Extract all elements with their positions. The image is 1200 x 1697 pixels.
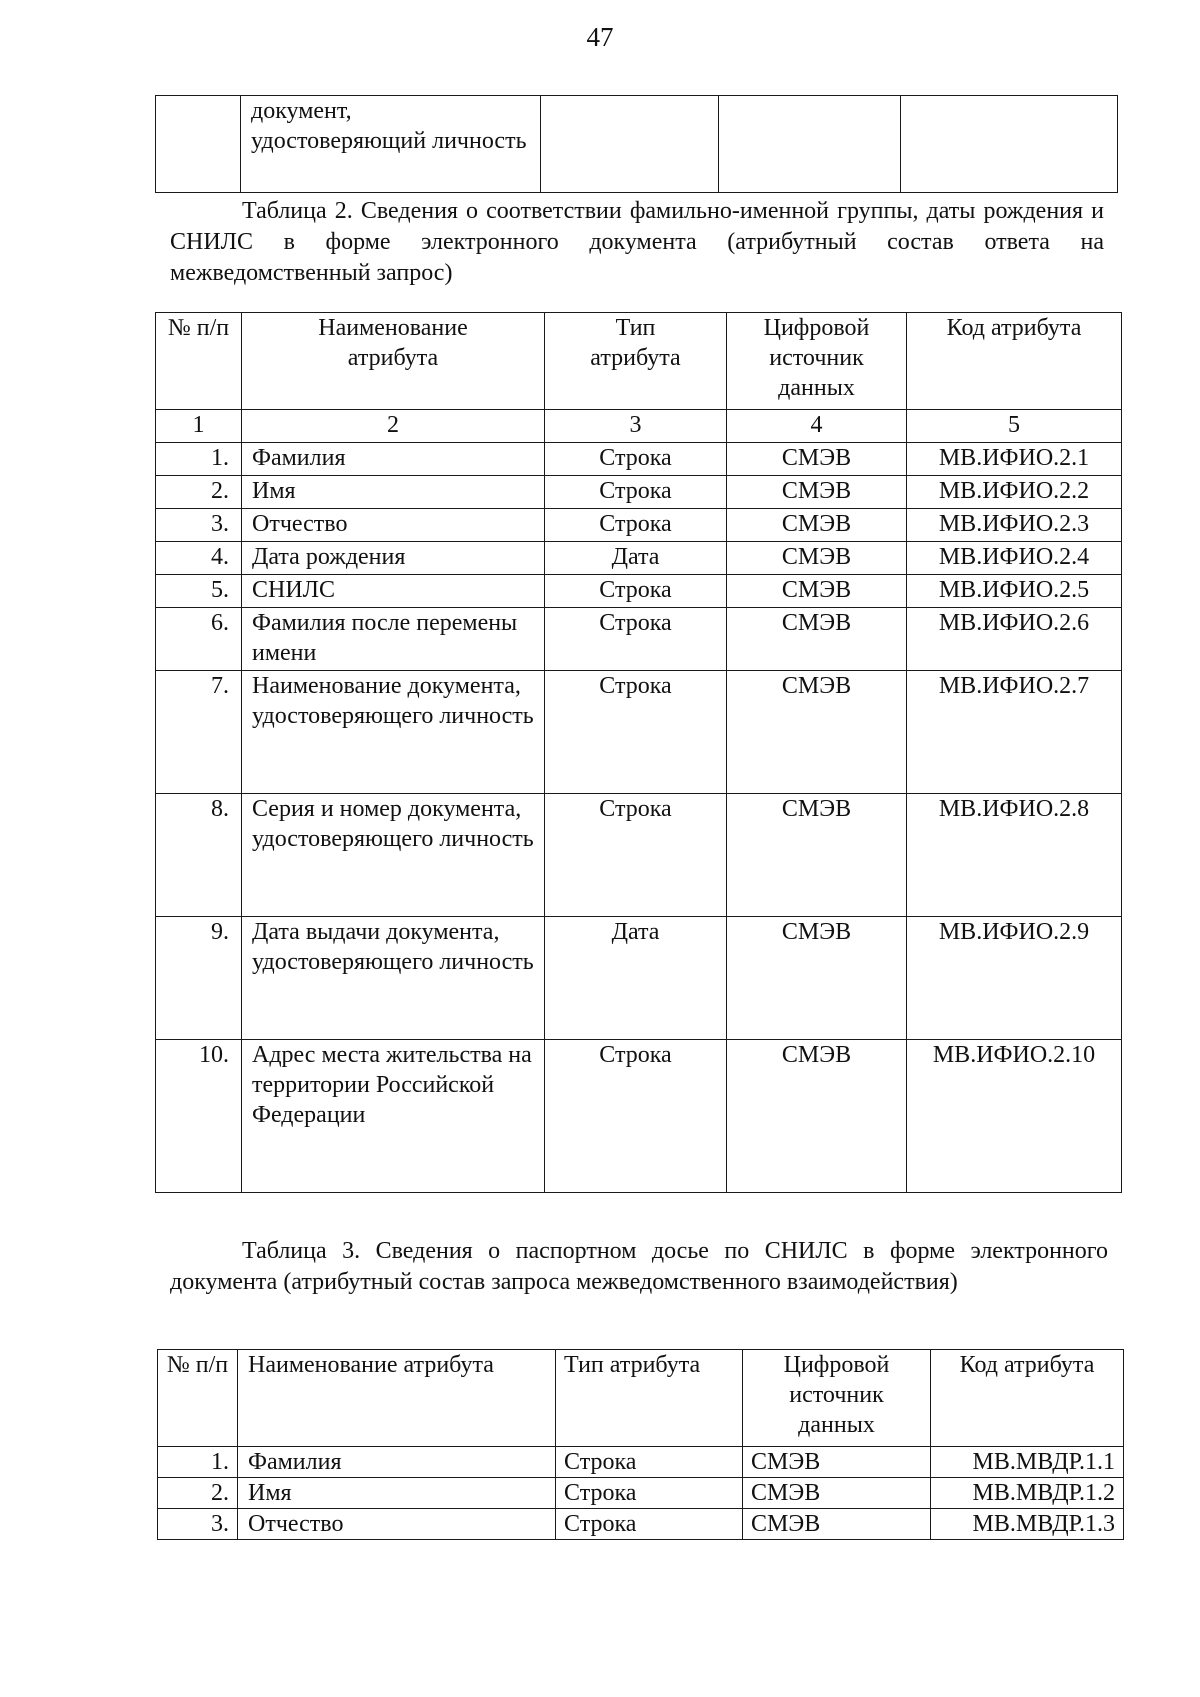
table-row xyxy=(156,476,1122,509)
data-source: СМЭВ xyxy=(727,608,907,671)
attribute-code: МВ.МВДР.1.3 xyxy=(931,1509,1124,1540)
header-cell: № п/п xyxy=(156,313,242,410)
page-number: 47 xyxy=(586,22,614,52)
continuation-cell xyxy=(901,96,1118,193)
header-cell: Тип атрибута xyxy=(556,1350,743,1447)
attribute-name: Дата рождения xyxy=(242,542,545,575)
attribute-type: Строка xyxy=(545,608,727,671)
data-source: СМЭВ xyxy=(727,1040,907,1193)
data-source: СМЭВ xyxy=(727,575,907,608)
attribute-type: Строка xyxy=(545,1040,727,1193)
continuation-cell xyxy=(541,96,719,193)
table-row xyxy=(156,794,1122,917)
table-row xyxy=(156,575,1122,608)
table-row xyxy=(156,917,1122,1040)
header-cell: Код атрибута xyxy=(907,313,1122,410)
header-cell: Наименование атрибута xyxy=(242,313,545,410)
column-number: 4 xyxy=(727,410,907,443)
header-cell: Тип атрибута xyxy=(545,313,727,410)
column-number: 2 xyxy=(242,410,545,443)
data-source: СМЭВ xyxy=(743,1478,931,1509)
attribute-name: Отчество xyxy=(238,1509,556,1540)
row-number: 2. xyxy=(158,1478,238,1509)
attribute-code: МВ.ИФИО.2.8 xyxy=(907,794,1122,917)
row-number: 10. xyxy=(156,1040,242,1193)
row-number: 7. xyxy=(156,671,242,794)
attribute-code: МВ.ИФИО.2.4 xyxy=(907,542,1122,575)
attribute-code: МВ.ИФИО.2.3 xyxy=(907,509,1122,542)
header-cell: № п/п xyxy=(158,1350,238,1447)
continuation-cell xyxy=(719,96,901,193)
attribute-type: Строка xyxy=(545,509,727,542)
continuation-cell xyxy=(156,96,241,193)
row-number: 5. xyxy=(156,575,242,608)
attribute-code: МВ.ИФИО.2.1 xyxy=(907,443,1122,476)
table3 xyxy=(157,1349,1124,1540)
attribute-type: Дата xyxy=(545,542,727,575)
row-number: 2. xyxy=(156,476,242,509)
attribute-type: Строка xyxy=(545,575,727,608)
attribute-name: Фамилия после перемены имени xyxy=(242,608,545,671)
attribute-code: МВ.ИФИО.2.7 xyxy=(907,671,1122,794)
attribute-name: Отчество xyxy=(242,509,545,542)
attribute-code: МВ.ИФИО.2.5 xyxy=(907,575,1122,608)
attribute-code: МВ.МВДР.1.1 xyxy=(931,1447,1124,1478)
data-source: СМЭВ xyxy=(727,671,907,794)
table-row xyxy=(156,509,1122,542)
table-row xyxy=(156,608,1122,671)
row-number: 1. xyxy=(156,443,242,476)
data-source: СМЭВ xyxy=(727,509,907,542)
table2 xyxy=(155,312,1122,1193)
attribute-type: Строка xyxy=(556,1447,743,1478)
attribute-code: МВ.ИФИО.2.2 xyxy=(907,476,1122,509)
table2-caption: Таблица 2. Сведения о соответствии фамильно-именной группы, даты рождения и СНИЛС в форме электронного документа (атрибутный состав ответа на межведомственный запрос) xyxy=(170,198,1104,286)
column-number: 1 xyxy=(156,410,242,443)
attribute-code: МВ.МВДР.1.2 xyxy=(931,1478,1124,1509)
table-row xyxy=(156,443,1122,476)
row-number: 1. xyxy=(158,1447,238,1478)
data-source: СМЭВ xyxy=(727,794,907,917)
row-number: 3. xyxy=(158,1509,238,1540)
attribute-type: Дата xyxy=(545,917,727,1040)
attribute-name: Имя xyxy=(238,1478,556,1509)
data-source: СМЭВ xyxy=(727,443,907,476)
table3-caption: Таблица 3. Сведения о паспортном досье по СНИЛС в форме электронного документа (атрибутный состав запроса межведомственного взаимодействия) xyxy=(170,1238,1108,1295)
attribute-name: Адрес места жительства на территории Российской Федерации xyxy=(242,1040,545,1193)
row-number: 8. xyxy=(156,794,242,917)
attribute-name: Фамилия xyxy=(242,443,545,476)
header-cell: Цифровой источник данных xyxy=(727,313,907,410)
row-number: 6. xyxy=(156,608,242,671)
attribute-name: Наименование документа, удостоверяющего личность xyxy=(242,671,545,794)
attribute-name: Фамилия xyxy=(238,1447,556,1478)
attribute-type: Строка xyxy=(545,443,727,476)
data-source: СМЭВ xyxy=(727,542,907,575)
header-cell: Цифровой источник данных xyxy=(743,1350,931,1447)
continuation-cell: документ, удостоверяющий личность xyxy=(241,96,541,193)
attribute-name: СНИЛС xyxy=(242,575,545,608)
attribute-name: Имя xyxy=(242,476,545,509)
row-number: 4. xyxy=(156,542,242,575)
table-row xyxy=(156,1040,1122,1193)
attribute-name: Дата выдачи документа, удостоверяющего личность xyxy=(242,917,545,1040)
table-row xyxy=(156,542,1122,575)
table-row xyxy=(158,1509,1124,1540)
table-row xyxy=(156,671,1122,794)
continuation-table xyxy=(155,95,1118,193)
attribute-code: МВ.ИФИО.2.10 xyxy=(907,1040,1122,1193)
attribute-code: МВ.ИФИО.2.9 xyxy=(907,917,1122,1040)
row-number: 9. xyxy=(156,917,242,1040)
row-number: 3. xyxy=(156,509,242,542)
header-cell: Код атрибута xyxy=(931,1350,1124,1447)
attribute-type: Строка xyxy=(545,671,727,794)
column-number: 3 xyxy=(545,410,727,443)
data-source: СМЭВ xyxy=(743,1447,931,1478)
attribute-code: МВ.ИФИО.2.6 xyxy=(907,608,1122,671)
attribute-name: Серия и номер документа, удостоверяющего личность xyxy=(242,794,545,917)
header-cell: Наименование атрибута xyxy=(238,1350,556,1447)
table-row xyxy=(158,1447,1124,1478)
attribute-type: Строка xyxy=(556,1478,743,1509)
data-source: СМЭВ xyxy=(727,917,907,1040)
data-source: СМЭВ xyxy=(727,476,907,509)
attribute-type: Строка xyxy=(545,794,727,917)
table-row xyxy=(158,1478,1124,1509)
attribute-type: Строка xyxy=(556,1509,743,1540)
data-source: СМЭВ xyxy=(743,1509,931,1540)
attribute-type: Строка xyxy=(545,476,727,509)
column-number: 5 xyxy=(907,410,1122,443)
